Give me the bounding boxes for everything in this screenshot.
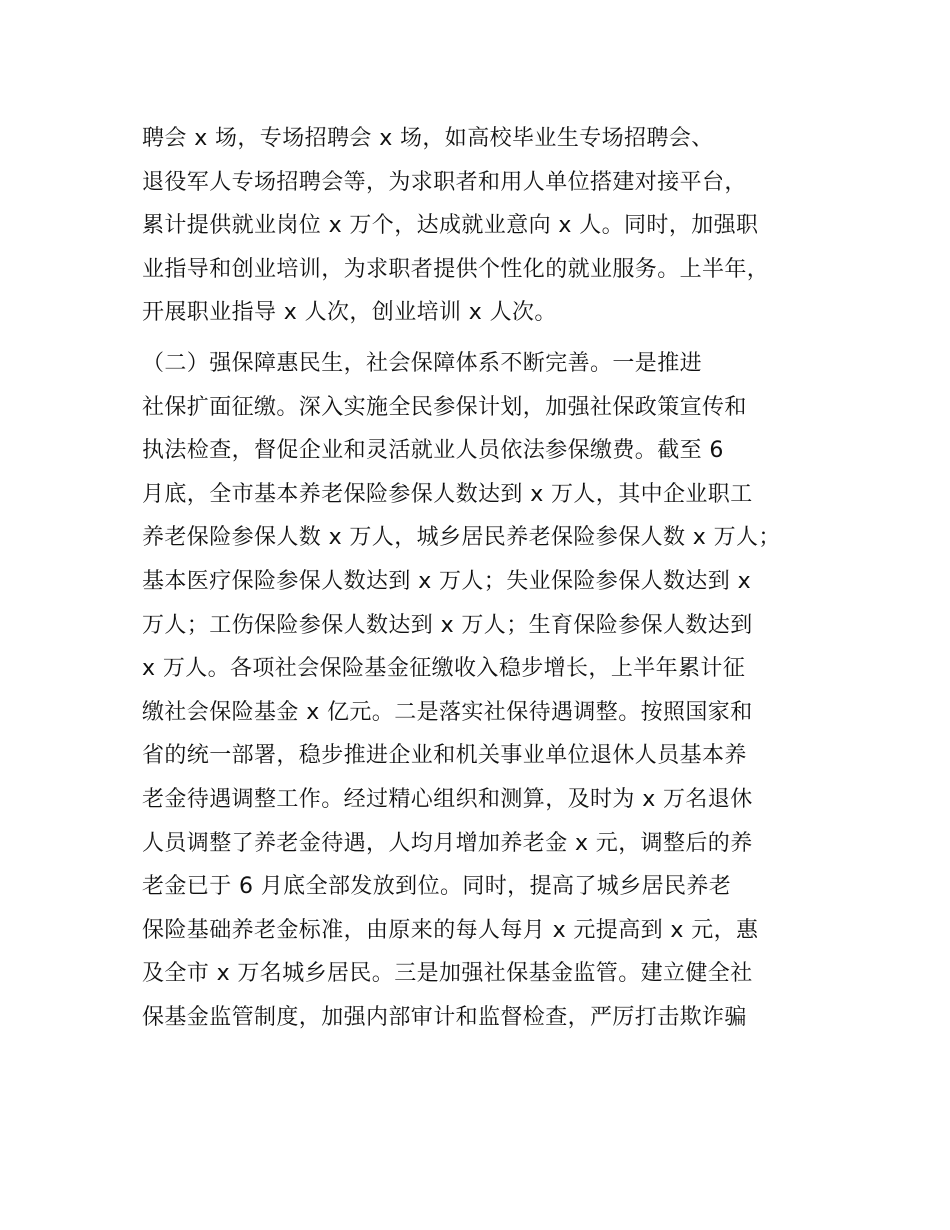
text-line: 缴社会保险基金 x 亿元。二是落实社保待遇调整。按照国家和	[142, 699, 753, 725]
paragraph-employment-services	[142, 117, 842, 335]
text-line: 万人；工伤保险参保人数达到 x 万人；生育保险参保人数达到	[142, 612, 753, 638]
text-line: 月底，全市基本养老保险参保人数达到 x 万人，其中企业职工	[142, 481, 753, 507]
text-line: （二）强保障惠民生，社会保障体系不断完善。一是推进	[142, 351, 703, 376]
text-line: 及全市 x 万名城乡居民。三是加强社保基金监管。建立健全社	[142, 961, 753, 987]
text-line: 业指导和创业培训，为求职者提供个性化的就业服务。上半年，	[142, 256, 770, 282]
text-line: 保基金监管制度，加强内部审计和监督检查，严厉打击欺诈骗	[142, 1004, 747, 1030]
text-line: 保险基础养老金标准，由原来的每人每月 x 元提高到 x 元，惠	[142, 917, 759, 943]
text-line: 开展职业指导 x 人次，创业培训 x 人次。	[142, 300, 557, 326]
text-line: 社保扩面征缴。深入实施全民参保计划，加强社保政策宣传和	[142, 394, 747, 420]
text-line: 人员调整了养老金待遇，人均月增加养老金 x 元，调整后的养	[142, 830, 753, 856]
text-line: 聘会 x 场，专场招聘会 x 场，如高校毕业生专场招聘会、	[142, 126, 714, 151]
text-line: 老金已于 6 月底全部发放到位。同时，提高了城乡居民养老	[142, 874, 732, 900]
text-line: 退役军人专场招聘会等，为求职者和用人单位搭建对接平台，	[142, 169, 747, 195]
text-line: 执法检查，督促企业和灵活就业人员依法参保缴费。截至 6	[142, 438, 724, 464]
text-line: 老金待遇调整工作。经过精心组织和测算，及时为 x 万名退休	[142, 786, 753, 812]
text-line: 累计提供就业岗位 x 万个，达成就业意向 x 人。同时，加强职	[142, 213, 759, 239]
paragraph-social-security	[142, 342, 842, 1040]
text-line: 基本医疗保险参保人数达到 x 万人；失业保险参保人数达到 x	[142, 568, 752, 594]
text-line: x 万人。各项社会保险基金征缴收入稳步增长，上半年累计征	[142, 656, 746, 682]
text-line: 养老保险参保人数 x 万人，城乡居民养老保险参保人数 x 万人；	[142, 525, 781, 551]
text-line: 省的统一部署，稳步推进企业和机关事业单位退休人员基本养	[142, 743, 747, 769]
